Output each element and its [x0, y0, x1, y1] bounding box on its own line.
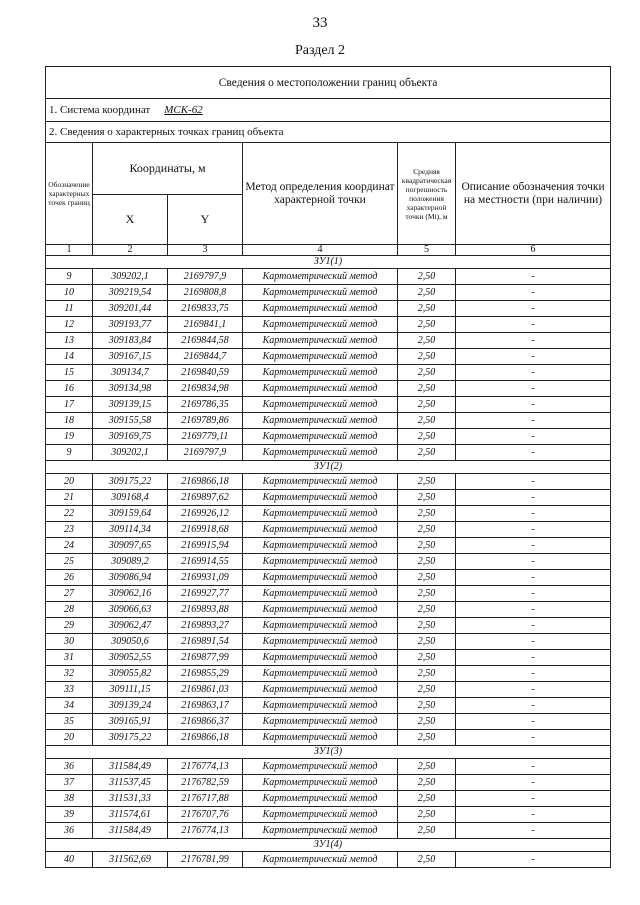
accuracy-cell: 2,50	[398, 852, 456, 868]
coord-y: 2169914,55	[168, 554, 243, 570]
method-cell: Картометрический метод	[243, 698, 398, 714]
description-cell: -	[456, 759, 611, 775]
description-cell: -	[456, 714, 611, 730]
point-number: 24	[46, 538, 93, 554]
coord-y: 2169841,1	[168, 317, 243, 333]
point-number: 38	[46, 791, 93, 807]
coord-x: 309055,82	[93, 666, 168, 682]
coord-y: 2169927,77	[168, 586, 243, 602]
coord-y: 2169861,03	[168, 682, 243, 698]
point-number: 36	[46, 823, 93, 839]
coord-x: 309202,1	[93, 269, 168, 285]
point-number: 30	[46, 634, 93, 650]
method-cell: Картометрический метод	[243, 506, 398, 522]
accuracy-cell: 2,50	[398, 570, 456, 586]
point-number: 39	[46, 807, 93, 823]
method-cell: Картометрический метод	[243, 349, 398, 365]
method-cell: Картометрический метод	[243, 775, 398, 791]
method-cell: Картометрический метод	[243, 333, 398, 349]
coord-x: 309089,2	[93, 554, 168, 570]
method-cell: Картометрический метод	[243, 445, 398, 461]
description-cell: -	[456, 538, 611, 554]
coord-x: 309175,22	[93, 474, 168, 490]
section-title: Раздел 2	[294, 43, 346, 58]
table-row	[46, 522, 611, 538]
coord-x: 309050,6	[93, 634, 168, 650]
method-cell: Картометрический метод	[243, 759, 398, 775]
point-number: 28	[46, 602, 93, 618]
group-row	[46, 839, 611, 852]
coord-y: 2169834,98	[168, 381, 243, 397]
header-x: X	[93, 195, 168, 245]
accuracy-cell: 2,50	[398, 698, 456, 714]
method-cell: Картометрический метод	[243, 634, 398, 650]
method-cell: Картометрический метод	[243, 791, 398, 807]
header-description: Описание обозначения точки на местности (при наличии)	[456, 143, 611, 245]
coord-x: 309155,58	[93, 413, 168, 429]
header-coordinates: Координаты, м	[93, 143, 243, 195]
table-row	[46, 429, 611, 445]
coord-y: 2169863,17	[168, 698, 243, 714]
coord-y: 2169877,99	[168, 650, 243, 666]
coord-y: 2169891,54	[168, 634, 243, 650]
method-cell: Картометрический метод	[243, 490, 398, 506]
accuracy-cell: 2,50	[398, 474, 456, 490]
accuracy-cell: 2,50	[398, 586, 456, 602]
coord-x: 309175,22	[93, 730, 168, 746]
description-cell: -	[456, 429, 611, 445]
coord-x: 309169,75	[93, 429, 168, 445]
description-cell: -	[456, 317, 611, 333]
column-number: 6	[456, 245, 611, 256]
accuracy-cell: 2,50	[398, 714, 456, 730]
coord-y: 2169931,09	[168, 570, 243, 586]
point-number: 9	[46, 269, 93, 285]
point-number: 17	[46, 397, 93, 413]
coord-x: 309219,54	[93, 285, 168, 301]
method-cell: Картометрический метод	[243, 682, 398, 698]
table-row	[46, 698, 611, 714]
point-number: 11	[46, 301, 93, 317]
description-cell: -	[456, 650, 611, 666]
accuracy-cell: 2,50	[398, 759, 456, 775]
group-label: ЗУ1(1)	[46, 256, 611, 269]
method-cell: Картометрический метод	[243, 397, 398, 413]
coord-y: 2169840,59	[168, 365, 243, 381]
table-row	[46, 618, 611, 634]
description-cell: -	[456, 397, 611, 413]
accuracy-cell: 2,50	[398, 445, 456, 461]
accuracy-cell: 2,50	[398, 269, 456, 285]
description-cell: -	[456, 349, 611, 365]
accuracy-cell: 2,50	[398, 413, 456, 429]
points-title: 2. Сведения о характерных точках границ объекта	[46, 122, 611, 143]
accuracy-cell: 2,50	[398, 397, 456, 413]
coord-x: 311574,61	[93, 807, 168, 823]
table-row	[46, 791, 611, 807]
method-cell: Картометрический метод	[243, 666, 398, 682]
table-row	[46, 474, 611, 490]
coord-x: 309201,44	[93, 301, 168, 317]
coord-x: 309134,98	[93, 381, 168, 397]
coord-y: 2169789,86	[168, 413, 243, 429]
point-number: 31	[46, 650, 93, 666]
point-number: 37	[46, 775, 93, 791]
coord-y: 2169844,7	[168, 349, 243, 365]
description-cell: -	[456, 586, 611, 602]
description-cell: -	[456, 474, 611, 490]
header-method: Метод определения координат характерной точки	[243, 143, 398, 245]
description-cell: -	[456, 301, 611, 317]
coord-y: 2169844,58	[168, 333, 243, 349]
point-number: 26	[46, 570, 93, 586]
coord-y: 2169926,12	[168, 506, 243, 522]
coord-x: 309139,24	[93, 698, 168, 714]
point-number: 35	[46, 714, 93, 730]
header-point-designation: Обозначение характерных точек границ	[46, 143, 93, 245]
description-cell: -	[456, 634, 611, 650]
method-cell: Картометрический метод	[243, 807, 398, 823]
table-row	[46, 666, 611, 682]
coord-x: 311531,33	[93, 791, 168, 807]
table-row	[46, 634, 611, 650]
point-number: 25	[46, 554, 93, 570]
accuracy-cell: 2,50	[398, 301, 456, 317]
column-number: 4	[243, 245, 398, 256]
description-cell: -	[456, 413, 611, 429]
accuracy-cell: 2,50	[398, 317, 456, 333]
point-number: 33	[46, 682, 93, 698]
method-cell: Картометрический метод	[243, 285, 398, 301]
coord-x: 309066,63	[93, 602, 168, 618]
table-row	[46, 285, 611, 301]
method-cell: Картометрический метод	[243, 301, 398, 317]
point-number: 20	[46, 474, 93, 490]
coord-y: 2169797,9	[168, 269, 243, 285]
coord-y: 2169893,27	[168, 618, 243, 634]
coord-y: 2169797,9	[168, 445, 243, 461]
coord-system-value: МСК-62	[164, 104, 203, 116]
point-number: 20	[46, 730, 93, 746]
table-row	[46, 775, 611, 791]
table-row	[46, 490, 611, 506]
method-cell: Картометрический метод	[243, 602, 398, 618]
coord-x: 309139,15	[93, 397, 168, 413]
table-row	[46, 333, 611, 349]
accuracy-cell: 2,50	[398, 554, 456, 570]
point-number: 40	[46, 852, 93, 868]
coord-x: 309202,1	[93, 445, 168, 461]
description-cell: -	[456, 445, 611, 461]
coord-x: 311562,69	[93, 852, 168, 868]
description-cell: -	[456, 698, 611, 714]
table-row	[46, 682, 611, 698]
point-number: 16	[46, 381, 93, 397]
method-cell: Картометрический метод	[243, 317, 398, 333]
accuracy-cell: 2,50	[398, 730, 456, 746]
boundary-table	[45, 66, 611, 868]
method-cell: Картометрический метод	[243, 522, 398, 538]
coord-y: 2169915,94	[168, 538, 243, 554]
description-cell: -	[456, 807, 611, 823]
description-cell: -	[456, 269, 611, 285]
point-number: 22	[46, 506, 93, 522]
coord-x: 309168,4	[93, 490, 168, 506]
accuracy-cell: 2,50	[398, 602, 456, 618]
method-cell: Картометрический метод	[243, 554, 398, 570]
coord-y: 2169808,8	[168, 285, 243, 301]
point-number: 27	[46, 586, 93, 602]
point-number: 14	[46, 349, 93, 365]
table-row	[46, 301, 611, 317]
point-number: 19	[46, 429, 93, 445]
description-cell: -	[456, 506, 611, 522]
coord-y: 2176774,13	[168, 759, 243, 775]
table-row	[46, 365, 611, 381]
coord-x: 309193,77	[93, 317, 168, 333]
description-cell: -	[456, 730, 611, 746]
method-cell: Картометрический метод	[243, 586, 398, 602]
point-number: 34	[46, 698, 93, 714]
table-row	[46, 823, 611, 839]
header-accuracy: Средняя квадратическая погрешность положения характерной точки (Mt), м	[398, 143, 456, 245]
table-row	[46, 714, 611, 730]
coord-x: 309097,65	[93, 538, 168, 554]
description-cell: -	[456, 666, 611, 682]
description-cell: -	[456, 602, 611, 618]
table-row	[46, 445, 611, 461]
accuracy-cell: 2,50	[398, 429, 456, 445]
accuracy-cell: 2,50	[398, 666, 456, 682]
point-number: 36	[46, 759, 93, 775]
group-label: ЗУ1(4)	[46, 839, 611, 852]
coord-system-row	[46, 99, 611, 122]
method-cell: Картометрический метод	[243, 474, 398, 490]
description-cell: -	[456, 618, 611, 634]
point-number: 13	[46, 333, 93, 349]
point-number: 21	[46, 490, 93, 506]
method-cell: Картометрический метод	[243, 570, 398, 586]
group-row	[46, 256, 611, 269]
table-row	[46, 554, 611, 570]
coord-y: 2169866,37	[168, 714, 243, 730]
table-row	[46, 269, 611, 285]
coord-x: 309159,64	[93, 506, 168, 522]
accuracy-cell: 2,50	[398, 823, 456, 839]
method-cell: Картометрический метод	[243, 269, 398, 285]
description-cell: -	[456, 381, 611, 397]
accuracy-cell: 2,50	[398, 506, 456, 522]
column-number: 2	[93, 245, 168, 256]
description-cell: -	[456, 682, 611, 698]
point-number: 15	[46, 365, 93, 381]
accuracy-cell: 2,50	[398, 807, 456, 823]
coord-y: 2169779,11	[168, 429, 243, 445]
method-cell: Картометрический метод	[243, 413, 398, 429]
description-cell: -	[456, 823, 611, 839]
accuracy-cell: 2,50	[398, 381, 456, 397]
accuracy-cell: 2,50	[398, 650, 456, 666]
point-number: 10	[46, 285, 93, 301]
table-row	[46, 730, 611, 746]
coord-y: 2169866,18	[168, 730, 243, 746]
description-cell: -	[456, 775, 611, 791]
point-number: 23	[46, 522, 93, 538]
accuracy-cell: 2,50	[398, 365, 456, 381]
method-cell: Картометрический метод	[243, 618, 398, 634]
table-row	[46, 759, 611, 775]
table-row	[46, 852, 611, 868]
method-cell: Картометрический метод	[243, 381, 398, 397]
table-row	[46, 506, 611, 522]
accuracy-cell: 2,50	[398, 538, 456, 554]
coord-x: 309052,55	[93, 650, 168, 666]
coord-x: 311537,45	[93, 775, 168, 791]
description-cell: -	[456, 365, 611, 381]
description-cell: -	[456, 490, 611, 506]
group-row	[46, 461, 611, 474]
column-number: 3	[168, 245, 243, 256]
accuracy-cell: 2,50	[398, 349, 456, 365]
coord-y: 2169918,68	[168, 522, 243, 538]
method-cell: Картометрический метод	[243, 429, 398, 445]
description-cell: -	[456, 285, 611, 301]
coord-x: 309086,94	[93, 570, 168, 586]
coord-y: 2176781,99	[168, 852, 243, 868]
coord-x: 309183,84	[93, 333, 168, 349]
table-row	[46, 570, 611, 586]
coord-system-label: 1. Система координат	[49, 104, 151, 116]
column-number: 1	[46, 245, 93, 256]
coord-y: 2176707,76	[168, 807, 243, 823]
table-row	[46, 586, 611, 602]
table-body	[46, 67, 611, 868]
header-y: Y	[168, 195, 243, 245]
page-number: 33	[312, 15, 328, 31]
table-row	[46, 538, 611, 554]
method-cell: Картометрический метод	[243, 365, 398, 381]
description-cell: -	[456, 570, 611, 586]
coord-y: 2169833,75	[168, 301, 243, 317]
table-row	[46, 413, 611, 429]
table-row	[46, 650, 611, 666]
point-number: 12	[46, 317, 93, 333]
coord-y: 2169786,35	[168, 397, 243, 413]
description-cell: -	[456, 522, 611, 538]
coord-y: 2176782,59	[168, 775, 243, 791]
accuracy-cell: 2,50	[398, 522, 456, 538]
accuracy-cell: 2,50	[398, 618, 456, 634]
description-cell: -	[456, 333, 611, 349]
accuracy-cell: 2,50	[398, 682, 456, 698]
method-cell: Картометрический метод	[243, 730, 398, 746]
table-row	[46, 381, 611, 397]
accuracy-cell: 2,50	[398, 333, 456, 349]
group-label: ЗУ1(2)	[46, 461, 611, 474]
table-row	[46, 397, 611, 413]
point-number: 9	[46, 445, 93, 461]
coord-y: 2169897,62	[168, 490, 243, 506]
accuracy-cell: 2,50	[398, 791, 456, 807]
coord-x: 311584,49	[93, 823, 168, 839]
description-cell: -	[456, 791, 611, 807]
accuracy-cell: 2,50	[398, 490, 456, 506]
table-title: Сведения о местоположении границ объекта	[46, 67, 611, 99]
point-number: 29	[46, 618, 93, 634]
method-cell: Картометрический метод	[243, 538, 398, 554]
column-number: 5	[398, 245, 456, 256]
table-row	[46, 349, 611, 365]
coord-x: 309062,47	[93, 618, 168, 634]
coord-x: 309134,7	[93, 365, 168, 381]
accuracy-cell: 2,50	[398, 775, 456, 791]
point-number: 32	[46, 666, 93, 682]
table-row	[46, 807, 611, 823]
point-number: 18	[46, 413, 93, 429]
coord-y: 2176774,13	[168, 823, 243, 839]
coord-y: 2169855,29	[168, 666, 243, 682]
coord-x: 309167,15	[93, 349, 168, 365]
coord-y: 2176717,88	[168, 791, 243, 807]
coord-x: 309062,16	[93, 586, 168, 602]
coord-x: 309111,15	[93, 682, 168, 698]
method-cell: Картометрический метод	[243, 823, 398, 839]
method-cell: Картометрический метод	[243, 650, 398, 666]
description-cell: -	[456, 852, 611, 868]
group-label: ЗУ1(3)	[46, 746, 611, 759]
coord-y: 2169893,88	[168, 602, 243, 618]
table-row	[46, 317, 611, 333]
coord-x: 311584,49	[93, 759, 168, 775]
column-number-row	[46, 245, 611, 256]
accuracy-cell: 2,50	[398, 285, 456, 301]
description-cell: -	[456, 554, 611, 570]
coord-x: 309165,91	[93, 714, 168, 730]
method-cell: Картометрический метод	[243, 714, 398, 730]
accuracy-cell: 2,50	[398, 634, 456, 650]
coord-x: 309114,34	[93, 522, 168, 538]
group-row	[46, 746, 611, 759]
method-cell: Картометрический метод	[243, 852, 398, 868]
table-row	[46, 602, 611, 618]
coord-y: 2169866,18	[168, 474, 243, 490]
